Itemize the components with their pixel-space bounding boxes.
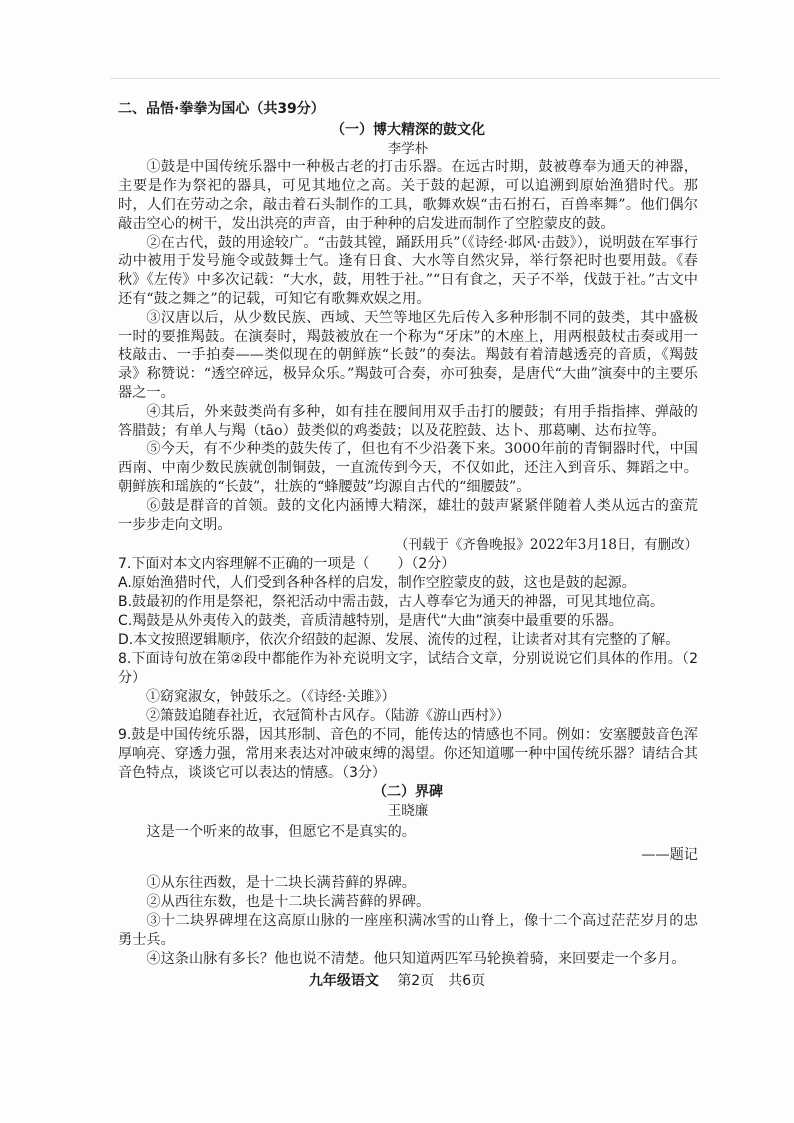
section-title: 二、品悟·拳拳为国心（共39分） — [118, 101, 325, 117]
article1-paragraph-6: ⑥鼓是群音的首领。鼓的文化内涵博大精深，雄壮的鼓声紧紧伴随着人类从远古的蛮荒一步步走向文明。 — [118, 497, 698, 533]
question-8-line-1: ①窈窕淑女，钟鼓乐之。（《诗经·关雎》） — [146, 689, 396, 706]
page-footer — [0, 970, 794, 990]
article2-paragraph-4: ④这条山脉有多长？他也说不清楚。他只知道两匹军马轮换着骑，来回要走一个多月。 — [146, 950, 686, 967]
footer-grade-subject: 九年级语文 — [308, 973, 379, 989]
footer-page-number: 第2页 共6页 — [397, 973, 486, 989]
article2-paragraph-1: ①从东往西数，是十二块长满苔藓的界碑。 — [146, 875, 416, 892]
article2-epigraph-sign: ——题记 — [641, 846, 698, 863]
article2-author: 王晓廉 — [387, 802, 429, 819]
article1-title: （一）博大精深的鼓文化 — [331, 121, 485, 138]
question-7-option-b: B.鼓最初的作用是祭祀，祭祀活动中需击鼓，古人尊奉它为通天的神器，可见其地位高。 — [118, 594, 665, 611]
question-7-option-a: A.原始渔猎时代，人们受到各种各样的启发，制作空腔蒙皮的鼓，这也是鼓的起源。 — [118, 575, 636, 592]
article1-paragraph-5: ⑤今天，有不少种类的鼓失传了，但也有不少沿袭下来。3000年前的青铜器时代，中国西南、中南少数民族就创制铜鼓，一直流传到今天，不仅如此，还注入到音乐、舞蹈之中。朝鲜族和瑶族的“长鼓”，壮族的“蜂腰鼓”均源自古代的“细腰鼓”。 — [118, 441, 698, 495]
question-7-option-d: D.本文按照逻辑顺序，依次介绍鼓的起源、发展、流传的过程，让读者对其有完整的了解。 — [118, 632, 680, 649]
article1-author: 李学朴 — [387, 140, 429, 157]
page-content — [118, 100, 698, 968]
scan-edge-line — [110, 78, 720, 83]
article1-paragraph-3: ③汉唐以后，从少数民族、西域、天竺等地区先后传入多种形制不同的鼓类，其中盛极一时的要推羯鼓。在演奏时，羯鼓被放在一个称为“牙床”的木座上，用两根鼓杖击奏或用一枝敲击、一手拍奏——类似现在的朝鲜族“长鼓”的奏法。羯鼓有着清越透亮的音质，《羯鼓录》称赞说：“透空碎远，极异众乐。”羯鼓可合奏，亦可独奏，是唐代“大曲”演奏中的主要乐器之一。 — [118, 309, 698, 401]
article2-title: （二）界碑 — [373, 784, 443, 801]
article1-paragraph-1: ①鼓是中国传统乐器中一种极古老的打击乐器。在远古时期，鼓被尊奉为通天的神器，主要是作为祭祀的器具，可见其地位之高。关于鼓的起源，可以追溯到原始渔猎时代。那时，人们在劳动之余，敲击着石头制作的工具，歌舞欢娱“击石拊石，百兽率舞”。他们偶尔敲击空心的树干，发出洪亮的声音，由于种种的启发进而制作了空腔蒙皮的鼓。 — [118, 159, 698, 232]
article2-paragraph-2: ②从西往东数，也是十二块长满苔藓的界碑。 — [146, 894, 431, 911]
article2-epigraph: 这是一个听来的故事，但愿它不是真实的。 — [146, 823, 416, 840]
article1-paragraph-2: ②在古代，鼓的用途较广。“击鼓其镗，踊跃用兵”（《诗经·邶风·击鼓》），说明鼓在军事行动中被用于发号施令或鼓舞士气。逢有日食、大水等自然灾异，举行祭祀时也要用鼓。《春秋》《左传》中多次记载：“大水，鼓，用牲于社。”“日有食之，天子不举，伐鼓于社。”古文中还有“鼓之舞之”的记载，可知它有歌舞欢娱之用。 — [118, 234, 698, 307]
article1-paragraph-4: ④其后，外来鼓类尚有多种，如有挂在腰间用双手击打的腰鼓；有用手指指摔、弹敲的答腊鼓；有单人与羯（tāo）鼓类似的鸡娄鼓；以及花腔鼓、达卜、那葛喇、达布拉等。 — [118, 403, 698, 439]
question-8-stem: 8.下面诗句放在第②段中都能作为补充说明文字，试结合文章，分别说说它们具体的作用。（2分） — [118, 651, 698, 687]
article2-paragraph-3: ③十二块界碑埋在这高原山脉的一座座积满冰雪的山脊上，像十二个高过茫茫岁月的忠勇士兵。 — [118, 912, 698, 948]
article1-source: （刊载于《齐鲁晚报》2022年3月18日，有删改） — [394, 537, 698, 554]
question-8-line-2: ②箫鼓追随春社近，衣冠简朴古风存。（陆游《游山西村》） — [146, 708, 510, 725]
question-7-option-c: C.羯鼓是从外夷传入的鼓类，音质清越特别，是唐代“大曲”演奏中最重要的乐器。 — [118, 613, 623, 630]
question-9-stem: 9.鼓是中国传统乐器，因其形制、音色的不同，能传达的情感也不同。例如：安塞腰鼓音色浑厚响亮、穿透力强，常用来表达对冲破束缚的渴望。你还知道哪一种中国传统乐器？请结合其音色特点，谈谈它可以表达的情感。（3分） — [118, 727, 698, 782]
question-7-stem: 7.下面对本文内容理解不正确的一项是（ ）（2分） — [118, 556, 456, 573]
